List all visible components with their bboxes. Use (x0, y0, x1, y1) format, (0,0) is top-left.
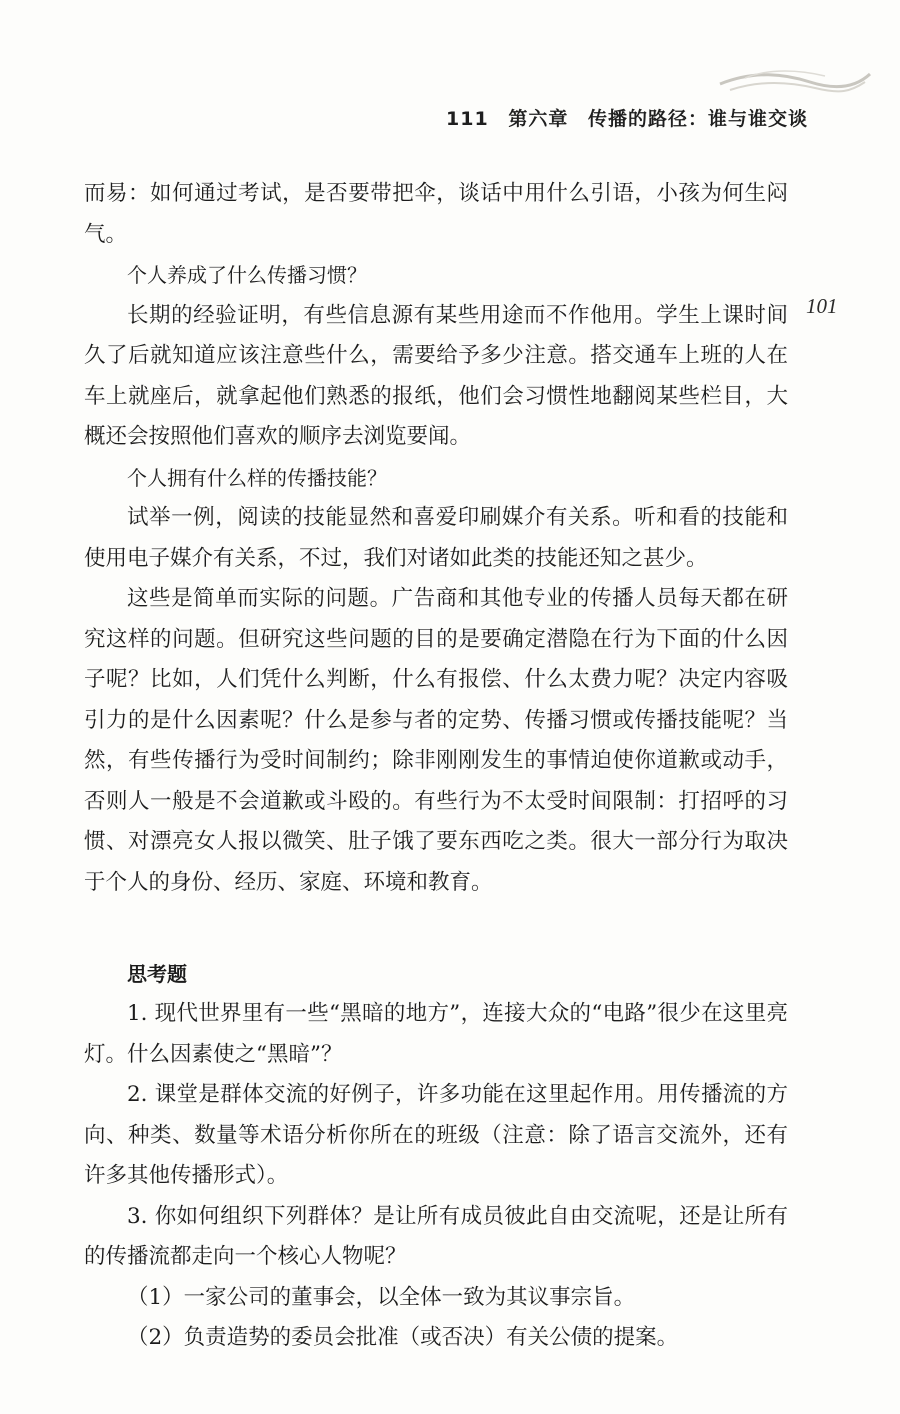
paragraph-continued: 而易：如何通过考试，是否要带把伞，谈话中用什么引语，小孩为何生闷气。 (84, 181, 788, 247)
paragraph-habits: 长期的经验证明，有些信息源有某些用途而不作他用。学生上课时间久了后就知道应该注意些什么，需要给予多少注意。搭交通车上班的人在车上就座后，就拿起他们熟悉的报纸，他们会习惯性地翻阅某些栏目，大概还会按照他们喜欢的顺序去浏览要闻。 (84, 302, 788, 449)
exercise-item-1: 1. 现代世界里有一些“黑暗的地方”，连接大众的“电路”很少在这里亮灯。什么因素使之“黑暗”？ (84, 1001, 788, 1067)
chapter-title: 传播的路径：谁与谁交谈 (587, 108, 808, 130)
margin-page-reference: 101 (806, 294, 838, 318)
chapter-label: 第六章 (508, 108, 569, 130)
exercise-subitem-1: （1）一家公司的董事会，以全体一致为其议事宗旨。 (127, 1284, 636, 1310)
paragraph-factors: 这些是简单而实际的问题。广告商和其他专业的传播人员每天都在研究这样的问题。但研究这些问题的目的是要确定潜隐在行为下面的什么因子呢？比如，人们凭什么判断，什么有报偿、什么太费力呢？决定内容吸引力的是什么因素呢？什么是参与者的定势、传播习惯或传播技能呢？当然，有些传播行为受时间制约；除非刚刚发生的事情迫使你道歉或动手，否则人一般是不会道歉或斗殴的。有些行为不太受时间限制：打招呼的习惯、对漂亮女人报以微笑、肚子饿了要东西吃之类。很大一部分行为取决于个人的身份、经历、家庭、环境和教育。 (84, 586, 788, 895)
exercise-subitem-2: （2）负责造势的委员会批准（或否决）有关公债的提案。 (127, 1325, 679, 1350)
page-number: 111 (446, 108, 489, 130)
header-ornament (715, 62, 875, 102)
question-heading-skills: 个人拥有什么样的传播技能？ (127, 465, 387, 490)
exercise-item-3: 3. 你如何组织下列群体？是让所有成员彼此自由交流呢，还是让所有的传播流都走向一个核心人物呢？ (84, 1203, 788, 1269)
exercises-title: 思考题 (127, 962, 187, 986)
question-heading-habits: 个人养成了什么传播习惯？ (127, 263, 367, 287)
running-head (0, 104, 808, 131)
exercise-item-2: 2. 课堂是群体交流的好例子，许多功能在这里起作用。用传播流的方向、种类、数量等术语分析你所在的班级（注意：除了语言交流外，还有许多其他传播形式）。 (84, 1082, 788, 1188)
page-body (84, 174, 788, 1359)
paragraph-skills: 试举一例，阅读的技能显然和喜爱印刷媒介有关系。听和看的技能和使用电子媒介有关系，不过，我们对诸如此类的技能还知之甚少。 (84, 505, 788, 571)
